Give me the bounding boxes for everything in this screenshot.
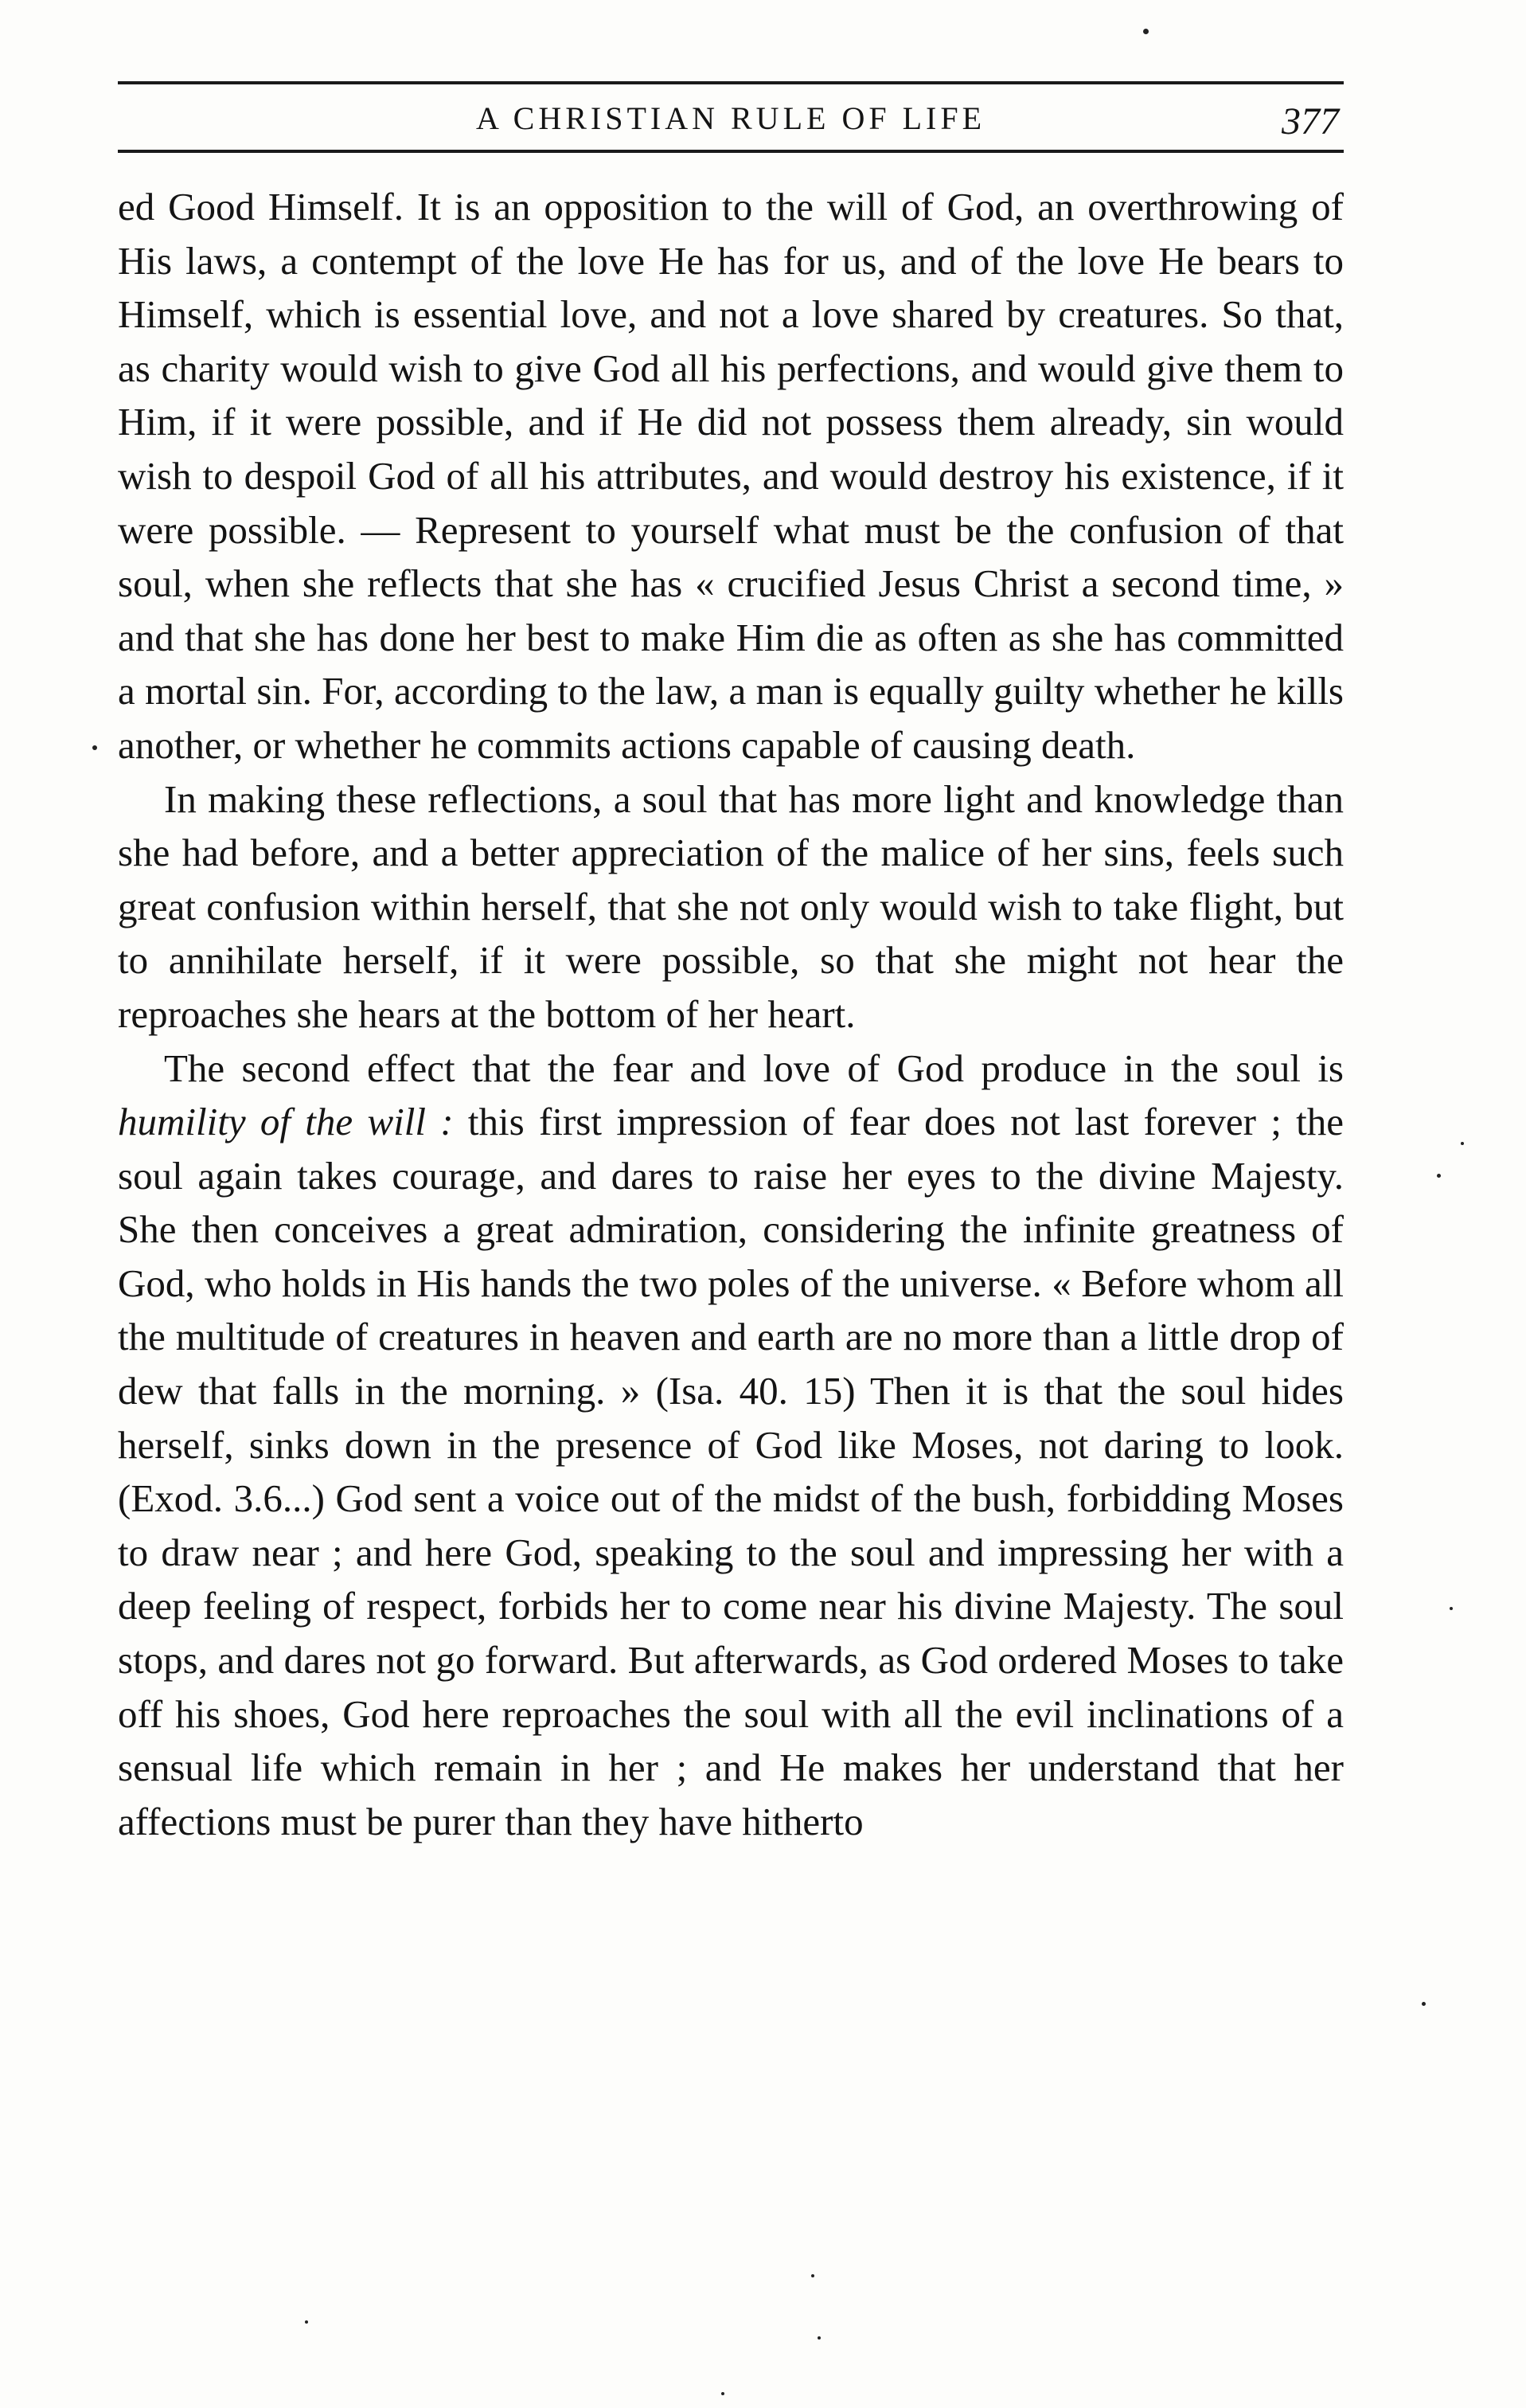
ink-speck: [1461, 1142, 1464, 1145]
ink-speck: [721, 2392, 724, 2395]
paragraph-text-after: this first impression of fear does not last forever ; the soul again takes courage, and dares to raise her eyes to the divine Majesty. She then conceives a great admiration, considering the infinite greatness of God, who holds in His hands the two poles of the universe. « Before whom all the multitude of creatures in heaven and earth are no more than a little drop of dew that falls in the morning. » (Isa. 40. 15) Then it is that the soul hides herself, sinks down in the presence of God like Moses, not daring to look. (Exod. 3.6...) God sent a voice out of the midst of the bush, forbidding Moses to draw near ; and here God, speaking to the soul and impressing her with a deep feeling of respect, forbids her to come near his divine Majesty. The soul stops, and dares not go forward. But afterwards, as God ordered Moses to take off his shoes, God here reproaches the soul with all the evil inclinations of a sensual life which remain in her ; and He makes her understand that her affections must be purer than they have hitherto: [118, 1100, 1344, 1843]
ink-speck: [1422, 2002, 1426, 2006]
ink-speck: [92, 745, 97, 750]
body-text: [118, 180, 1344, 1848]
ink-speck: [811, 2274, 814, 2277]
paragraph-text: ed Good Himself. It is an opposition to the will of God, an overthrowing of His laws, a contempt of the love He has for us, and of the love He bears to Himself, which is essential love, and not a love shared by creatures. So that, as charity would wish to give God all his perfections, and would give them to Him, if it were possible, and if He did not possess them already, sin would wish to despoil God of all his attributes, and would destroy his existence, if it were possible. — Represent to yourself what must be the confusion of that soul, when she reflects that she has « crucified Jesus Christ a second time, » and that she has done her best to make Him die as often as she has committed a mortal sin. For, according to the law, a man is equally guilty whether he kills another, or whether he commits actions capable of causing death.: [118, 185, 1344, 767]
ink-speck: [1437, 1174, 1441, 1178]
paragraph-reflections: [118, 772, 1344, 1042]
running-head: A CHRISTIAN RULE OF LIFE: [475, 100, 986, 136]
ink-speck: [1450, 1607, 1453, 1610]
paragraph-second-effect: [118, 1042, 1344, 1849]
emphasis-humility: humility of the will :: [118, 1100, 454, 1144]
paragraph-text-before: The second effect that the fear and love of God produce in the soul is: [164, 1046, 1344, 1090]
paragraph-text: In making these reflections, a soul that has more light and knowledge than she had before, and a better appreciation of the malice of her sins, feels such great confusion within herself, that she not only would wish to take flight, but to annihilate herself, if it were possible, so that she might not hear the reproaches she hears at the bottom of her heart.: [118, 776, 1344, 1036]
paragraph-continued: [118, 180, 1344, 772]
ink-speck: [1143, 29, 1149, 34]
ink-speck: [818, 2336, 821, 2340]
header-top-rule: [118, 81, 1344, 84]
ink-speck: [305, 2320, 308, 2324]
page-header: [118, 80, 1344, 159]
header-bottom-rule: [118, 150, 1344, 153]
page-number: 377: [1282, 100, 1339, 143]
